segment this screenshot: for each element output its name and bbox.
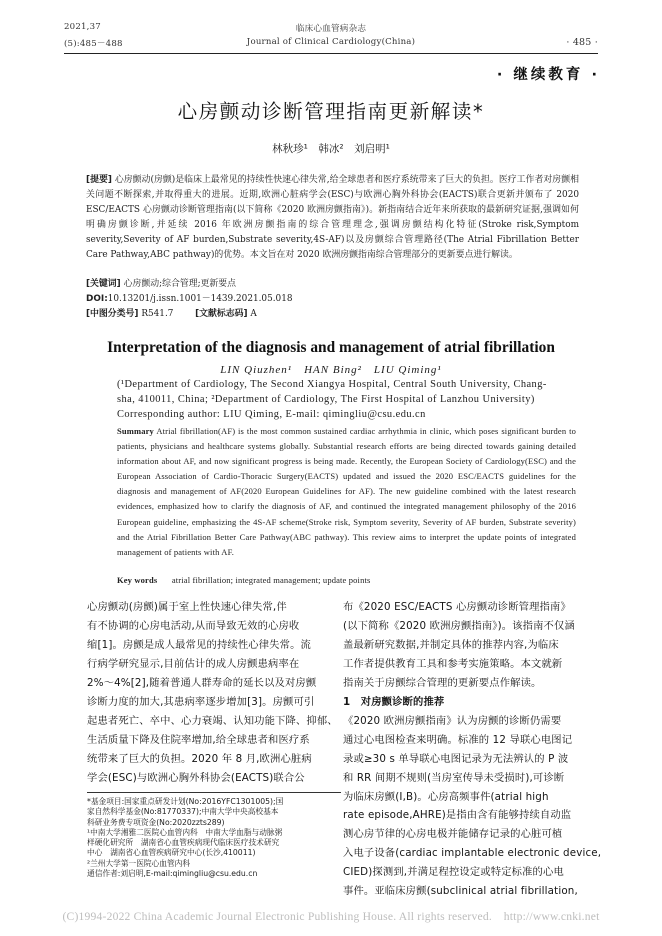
body-line: 学会(ESC)与欧洲心胸外科协会(EACTS)联合公 bbox=[87, 771, 305, 784]
journal-name-cn: 临床心血管病杂志 bbox=[295, 24, 367, 34]
section-heading-1: 1 对房颤诊断的推荐 bbox=[343, 695, 445, 708]
body-line: rate episode,AHRE)是指由含有能够持续自动监 bbox=[343, 809, 572, 822]
keywords-en-label: Key words bbox=[117, 575, 158, 585]
body-line: (以下简称《2020 欧洲房颤指南》)。该指南不仅涵 bbox=[343, 619, 575, 632]
body-line: 行病学研究显示,目前估计的成人房颤患病率在 bbox=[87, 657, 300, 670]
section-tag: · 继续教育 · bbox=[496, 67, 600, 83]
body-line: 有不协调的心房电活动,从而导致无效的心房收 bbox=[87, 619, 300, 632]
summary-en bbox=[117, 424, 576, 560]
body-line: 为临床房颤(Ⅰ,B)。心房高频事件(atrial high bbox=[343, 790, 549, 803]
body-line: 事件。亚临床房颤(subclinical atrial fibrillation, bbox=[343, 885, 578, 898]
body-line: 工作者提供教育工具和参考实施策略。本文就新 bbox=[343, 657, 563, 670]
article-title-cn: 心房颤动诊断管理指南更新解读* bbox=[177, 100, 485, 123]
body-line: 入电子设备(cardiac implantable electronic device, bbox=[343, 847, 602, 860]
affiliation-en bbox=[117, 377, 587, 422]
footnote-line: 家自然科学基金(No:81770337);中南大学中央高校基本 bbox=[87, 807, 279, 817]
issue-pages: (5):485－488 bbox=[64, 39, 123, 49]
keywords-label: [关键词] bbox=[86, 279, 121, 289]
body-line: 统带来了巨大的负担。2020 年 8 月,欧洲心脏病 bbox=[87, 752, 312, 765]
body-line: 指南关于房颤综合管理的更新要点作解读。 bbox=[343, 676, 542, 689]
body-line: 录或≥30 s 单导联心电图记录为无法辨认的 P 波 bbox=[343, 752, 569, 765]
body-line: 和 RR 间期不规则(当房室传导未受损时),可诊断 bbox=[343, 771, 565, 784]
footnote-line: 中心 湖南省心血管疾病研究中心(长沙,410011) bbox=[87, 848, 256, 858]
body-column-right bbox=[343, 598, 602, 901]
footnote-line: 通信作者:刘启明,E-mail:qimingliu@csu.edu.cn bbox=[87, 869, 258, 879]
body-line: 布《2020 ESC/EACTS 心房颤动诊断管理指南》 bbox=[343, 601, 571, 613]
keywords-en bbox=[117, 573, 576, 588]
body-line: 盖最新研究数据,并制定具体的推荐内容,为临床 bbox=[343, 638, 559, 651]
footnote-line: ¹中南大学湘雅二医院心血管内科 中南大学血脂与动脉粥 bbox=[87, 827, 283, 837]
class-value: R541.7 bbox=[141, 309, 174, 319]
classification-line bbox=[86, 307, 579, 322]
doc-code-label: [文献标志码] bbox=[195, 309, 248, 319]
affiliation-line-1: (¹Department of Cardiology, The Second Xiangya Hospital, Central South University, Chang- bbox=[117, 379, 547, 390]
body-line: 缩[1]。房颤是成人最常见的持续性心律失常。流 bbox=[87, 638, 311, 651]
cnki-watermark: (C)1994-2022 China Academic Journal Electronic Publishing House. All rights reserved. http://www.cnki.net bbox=[62, 910, 600, 923]
body-line: 《2020 欧洲房颤指南》认为房颤的诊断仍需要 bbox=[343, 714, 562, 727]
page-number: · 485 · bbox=[566, 37, 598, 48]
body-column-left bbox=[87, 598, 341, 788]
abstract-text: 心房颤动(房颤)是临床上最常见的持续性快速心律失常,给全球患者和医疗系统带来了巨大的负担。医疗工作者对房颤相关问题不断探索,并取得重大的进展。近期,欧洲心脏病学会(ESC)与欧洲心胸外科协会(EACTS)联合更新并颁布了 2020 ESC/EACTS 心房颤动诊断管理指南(以下简称《2020 欧洲房颤指南》)。新指南结合近年来所获取的最新研究证据,强调如何明确房颤诊断,并延续 2016 年欧洲房颤指南的综合管理理念,强调房颤结构化特征(Stroke risk,Symptom severity,Severity of AF burden,Substrate severity,4S-AF)以及房颤综合管理路径(The Atrial Fibrillation Better Care Pathway,ABC pathway)的优势。本文旨在对 2020 欧洲房颤指南综合管理部分的更新要点进行解读。 bbox=[86, 175, 579, 260]
footnote-rule bbox=[87, 792, 341, 793]
doi-line bbox=[86, 292, 579, 307]
footnote-line: *基金项目:国家重点研发计划(No:2016YFC1301005);国 bbox=[87, 797, 284, 806]
volume-year: 2021,37 bbox=[64, 22, 101, 32]
affiliation-line-2: sha, 410011, China; ²Department of Cardiology, The First Hospital of Lanzhou University) bbox=[117, 394, 535, 406]
footnote-line: 科研业务费专项资金(No:2020zzts289) bbox=[87, 817, 225, 827]
corresponding-author: Corresponding author: LIU Qiming, E-mail: qimingliu@csu.edu.cn bbox=[117, 409, 426, 421]
keywords-en-text: atrial fibrillation; integrated management; update points bbox=[171, 575, 371, 585]
footnote-line: ²兰州大学第一医院心血管内科 bbox=[87, 858, 191, 868]
keywords-cn bbox=[86, 277, 579, 292]
abstract-label: [提要] bbox=[86, 175, 112, 185]
journal-name-en: Journal of Clinical Cardiology(China) bbox=[246, 37, 416, 47]
body-line: 诊断力度的加大,其患病率逐步增加[3]。房颤可引 bbox=[87, 695, 315, 708]
doi-label: DOI: bbox=[86, 294, 108, 304]
abstract-cn bbox=[86, 173, 579, 262]
body-line: 生活质量下降及住院率增加,给全球患者和医疗系 bbox=[87, 733, 310, 746]
body-line: 2%～4%[2],随着普通人群寿命的延长以及对房颤 bbox=[87, 676, 317, 689]
body-line: 测心房节律的心房电极并能储存记录的心脏可植 bbox=[343, 828, 563, 841]
footnote-line: 样硬化研究所 湖南省心血管疾病现代临床医疗技术研究 bbox=[87, 838, 280, 848]
body-line: CIED)探测到,并满足程控设定或特定标准的心电 bbox=[343, 866, 564, 879]
body-line: 起患者死亡、卒中、心力衰竭、认知功能下降、抑郁、 bbox=[87, 714, 338, 727]
footnotes bbox=[87, 797, 343, 879]
summary-label: Summary bbox=[117, 426, 154, 436]
doc-code-value: A bbox=[250, 309, 257, 319]
authors-cn: 林秋珍¹ 韩冰² 刘启明¹ bbox=[272, 143, 390, 155]
body-line: 通过心电图检查来明确。标准的 12 导联心电图记 bbox=[343, 733, 573, 746]
authors-en: LIN Qiuzhen¹ HAN Bing² LIU Qiming¹ bbox=[220, 364, 442, 376]
keywords-text: 心房颤动;综合管理;更新要点 bbox=[123, 279, 237, 289]
body-line: 心房颤动(房颤)属于室上性快速心律失常,伴 bbox=[87, 601, 287, 613]
article-title-en: Interpretation of the diagnosis and management of atrial fibrillation bbox=[107, 339, 555, 356]
summary-text: Atrial fibrillation(AF) is the most common sustained cardiac arrhythmia in clinic, which poses significant burden to patients, physicians and healthcare systems globally. Substantial research efforts are being directed towards gaining detailed information about AF, and now significant progress is being made. Recently, the European Society of Cardiology(ESC) and the European Association of Cardio-Thoracic Surgery(EACTS) updated and issued the 2020 ESC/EACTS guidelines for the diagnosis and management of AF(2020 European Guidelines for AF). The new guideline combined with the latest research evidences, emphasized how to clarify the diagnosis of AF, and continued the integrated management philosophy of the 2016 European guideline, emphasizing the 4S-AF scheme(Stroke risk, Symptom severity, Severity of AF burden, Substrate severity) and the Atrial Fibrillation Better Care Pathway(ABC pathway). This review aims to interpret the update points of integrated management of patients with AF. bbox=[117, 426, 576, 557]
doi-value: 10.13201/j.issn.1001－1439.2021.05.018 bbox=[107, 294, 293, 304]
class-label: [中图分类号] bbox=[86, 309, 139, 319]
header-rule bbox=[64, 53, 598, 54]
